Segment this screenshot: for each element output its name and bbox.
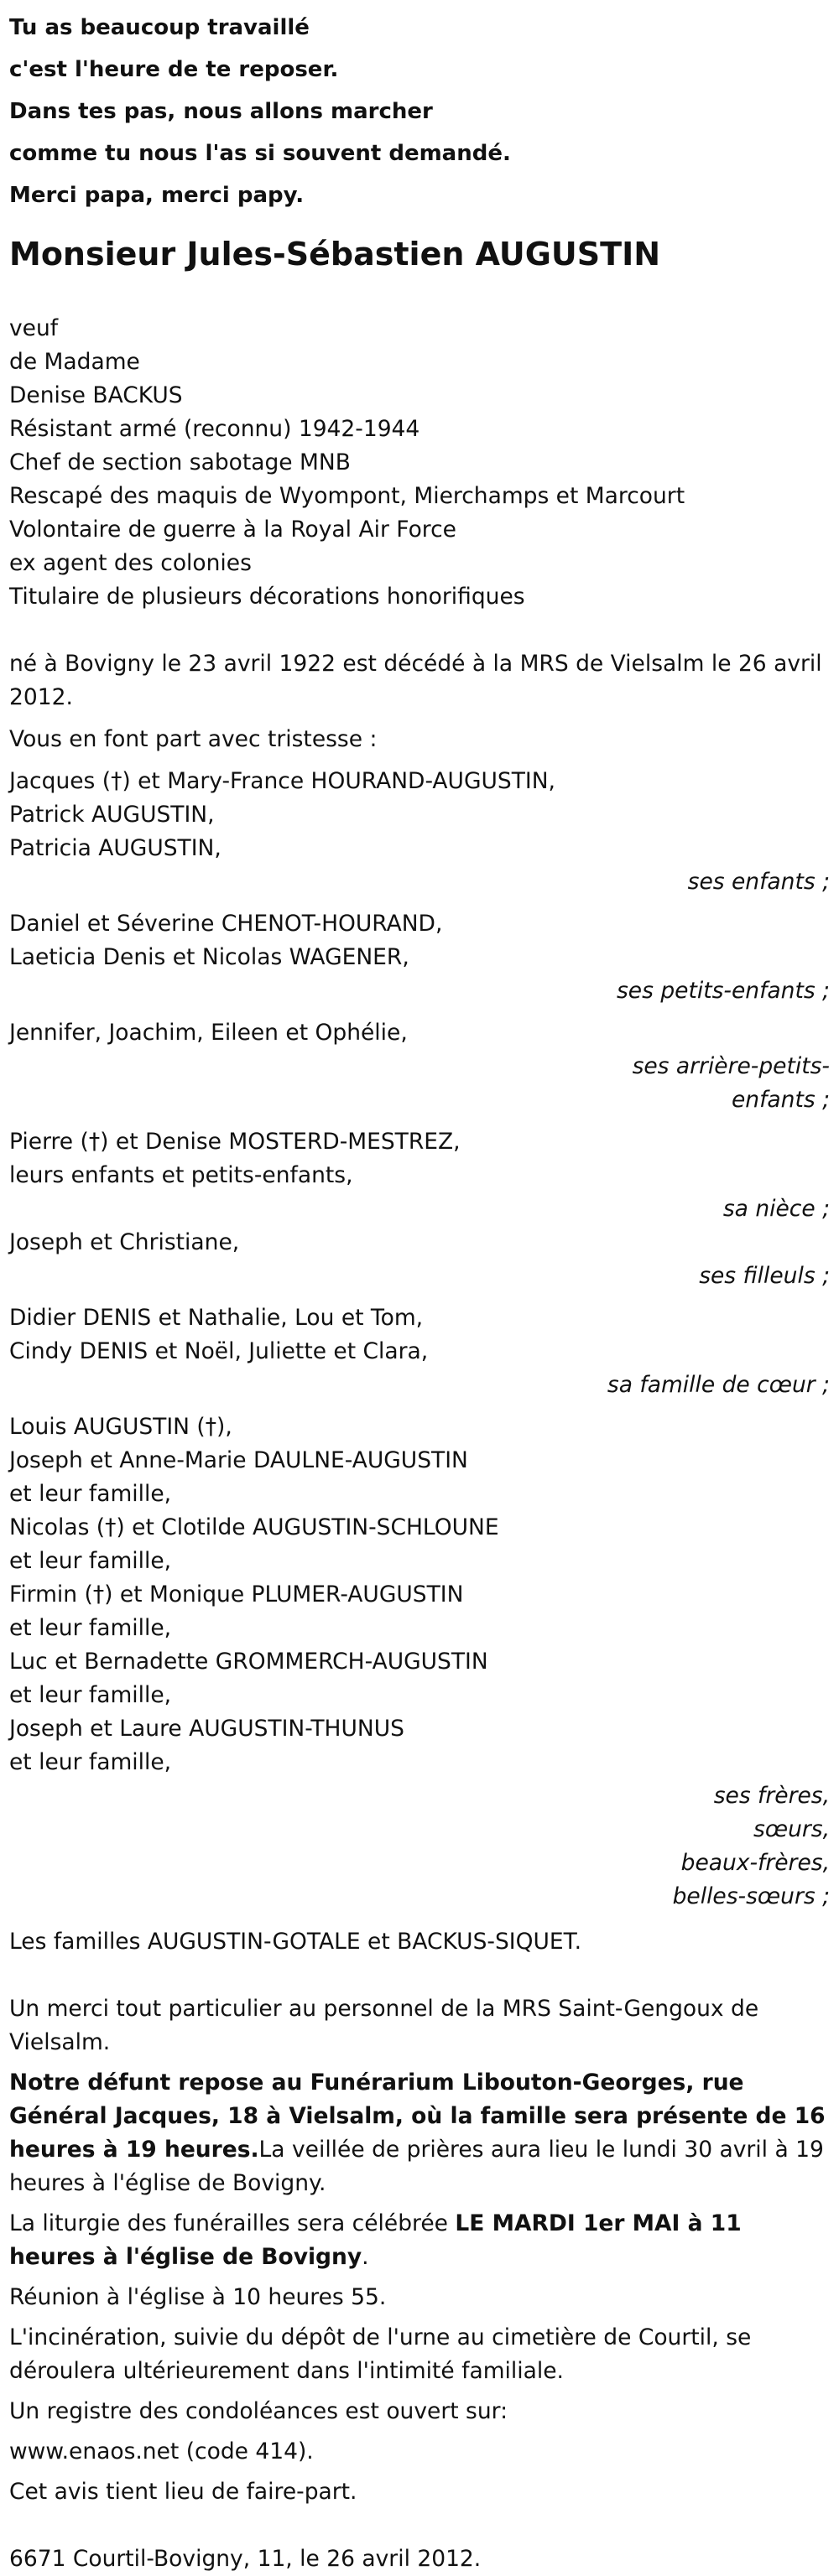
relation-label: ses frères, sœurs, bbox=[713, 1783, 830, 1842]
poem bbox=[9, 7, 823, 216]
group-children bbox=[9, 765, 831, 899]
relation-label: ses petits-enfants ; bbox=[617, 978, 830, 1004]
relation-label: beaux-frères, bbox=[680, 1850, 830, 1876]
group-siblings bbox=[9, 1410, 831, 1914]
register-line: Un registre des condoléances est ouvert sur: bbox=[9, 2398, 508, 2424]
group-godchildren bbox=[9, 1226, 831, 1293]
group-grandchildren bbox=[9, 907, 831, 1008]
place-date-line: 6671 Courtil-Bovigny, 11, le 26 avril 2012. bbox=[9, 2546, 482, 2572]
family-member-line: Laeticia Denis et Nicolas WAGENER, bbox=[9, 944, 409, 970]
liturgy-prefix: La liturgie des funérailles sera célébrée bbox=[9, 2210, 456, 2236]
cremation-paragraph: L'incinération, suivie du dépôt de l'urne au cimetière de Courtil, se déroulera ultérieurement dans l'intimité familiale. bbox=[9, 2324, 752, 2384]
family-member-line: Patrick AUGUSTIN, bbox=[9, 802, 215, 828]
family-member-line: Jacques (†) et Mary-France HOURAND-AUGUSTIN, bbox=[9, 768, 555, 794]
liturgy-paragraph bbox=[9, 2207, 831, 2274]
group-niece bbox=[9, 1125, 831, 1226]
bio-line: Rescapé des maquis de Wyompont, Mierchamps et Marcourt bbox=[9, 483, 685, 509]
family-member-line: Louis AUGUSTIN (†), bbox=[9, 1414, 232, 1440]
poem-line: Tu as beaucoup travaillé bbox=[9, 15, 310, 40]
relation-label: sa famille de cœur ; bbox=[607, 1372, 830, 1398]
deceased-name-title: Monsieur Jules-Sébastien AUGUSTIN bbox=[9, 236, 661, 273]
relation-label: belles-sœurs ; bbox=[672, 1883, 830, 1909]
bio-line: Volontaire de guerre à la Royal Air Force bbox=[9, 517, 456, 543]
funerarium-info: Notre défunt repose au Funérarium Libouton-Georges, rue Général Jacques, 18 à Vielsalm, où la famille sera présente de 16 heures à 19 heures. bbox=[9, 2070, 826, 2163]
bio-line: Chef de section sabotage MNB bbox=[9, 449, 351, 475]
liturgy-date: LE MARDI 1er MAI à 11 heures à l'église de Bovigny bbox=[9, 2210, 742, 2270]
vigil-info: La veillée de prières aura lieu le lundi 30 avril à 19 heures à l'église de Bovigny. bbox=[9, 2137, 824, 2196]
notice-line: Cet avis tient lieu de faire-part. bbox=[9, 2479, 357, 2505]
family-member-line: et leur famille, bbox=[9, 1615, 172, 1641]
intro-line: Vous en font part avec tristesse : bbox=[9, 726, 378, 752]
family-member-line: Cindy DENIS et Noël, Juliette et Clara, bbox=[9, 1338, 429, 1364]
families-line: Les familles AUGUSTIN-GOTALE et BACKUS-SIQUET. bbox=[9, 1929, 582, 1955]
bio-line: Résistant armé (reconnu) 1942-1944 bbox=[9, 416, 420, 442]
poem-line: c'est l'heure de te reposer. bbox=[9, 57, 339, 82]
family-member-line: Nicolas (†) et Clotilde AUGUSTIN-SCHLOUNE bbox=[9, 1514, 499, 1540]
website-link[interactable]: www.enaos.net (code 414). bbox=[9, 2438, 314, 2464]
relation-label: ses arrière-petits-enfants ; bbox=[632, 1053, 830, 1113]
meeting-line: Réunion à l'église à 10 heures 55. bbox=[9, 2284, 387, 2310]
family-member-line: Jennifer, Joachim, Eileen et Ophélie, bbox=[9, 1020, 408, 1046]
family-member-line: Pierre (†) et Denise MOSTERD-MESTREZ, bbox=[9, 1129, 461, 1155]
family-member-line: Didier DENIS et Nathalie, Lou et Tom, bbox=[9, 1305, 424, 1331]
family-member-line: Daniel et Séverine CHENOT-HOURAND, bbox=[9, 911, 443, 937]
bio-line: ex agent des colonies bbox=[9, 550, 252, 576]
family-member-line: Firmin (†) et Monique PLUMER-AUGUSTIN bbox=[9, 1581, 464, 1607]
family-member-line: et leur famille, bbox=[9, 1548, 172, 1574]
funeral-details bbox=[9, 2066, 831, 2200]
family-member-line: et leur famille, bbox=[9, 1682, 172, 1708]
poem-line: Dans tes pas, nous allons marcher bbox=[9, 99, 433, 124]
relation-label: ses filleuls ; bbox=[699, 1263, 830, 1289]
bio-line: de Madame bbox=[9, 349, 140, 375]
group-great-grandchildren bbox=[9, 1016, 831, 1117]
bio-line: Titulaire de plusieurs décorations honorifiques bbox=[9, 584, 525, 610]
bio-line: veuf bbox=[9, 315, 59, 341]
biography bbox=[9, 312, 831, 614]
bio-line: Denise BACKUS bbox=[9, 382, 183, 408]
family-member-line: Joseph et Christiane, bbox=[9, 1229, 240, 1255]
liturgy-suffix: . bbox=[362, 2244, 369, 2270]
family-member-line: Joseph et Laure AUGUSTIN-THUNUS bbox=[9, 1716, 404, 1742]
relation-label: sa nièce ; bbox=[722, 1196, 830, 1222]
birth-death-statement: né à Bovigny le 23 avril 1922 est décédé à la MRS de Vielsalm le 26 avril 2012. bbox=[9, 651, 822, 710]
poem-line: Merci papa, merci papy. bbox=[9, 183, 305, 208]
thanks-paragraph: Un merci tout particulier au personnel de la MRS Saint-Gengoux de Vielsalm. bbox=[9, 1996, 759, 2055]
family-member-line: Joseph et Anne-Marie DAULNE-AUGUSTIN bbox=[9, 1447, 468, 1473]
family-member-line: Patricia AUGUSTIN, bbox=[9, 835, 221, 861]
group-family-of-heart bbox=[9, 1301, 831, 1402]
poem-line: comme tu nous l'as si souvent demandé. bbox=[9, 141, 511, 166]
relation-label: ses enfants ; bbox=[687, 869, 830, 895]
family-member-line: et leur famille, bbox=[9, 1749, 172, 1775]
family-member-line: Luc et Bernadette GROMMERCH-AUGUSTIN bbox=[9, 1649, 488, 1675]
family-member-line: leurs enfants et petits-enfants, bbox=[9, 1162, 353, 1188]
obituary-body bbox=[9, 312, 831, 2576]
family-member-line: et leur famille, bbox=[9, 1481, 172, 1507]
